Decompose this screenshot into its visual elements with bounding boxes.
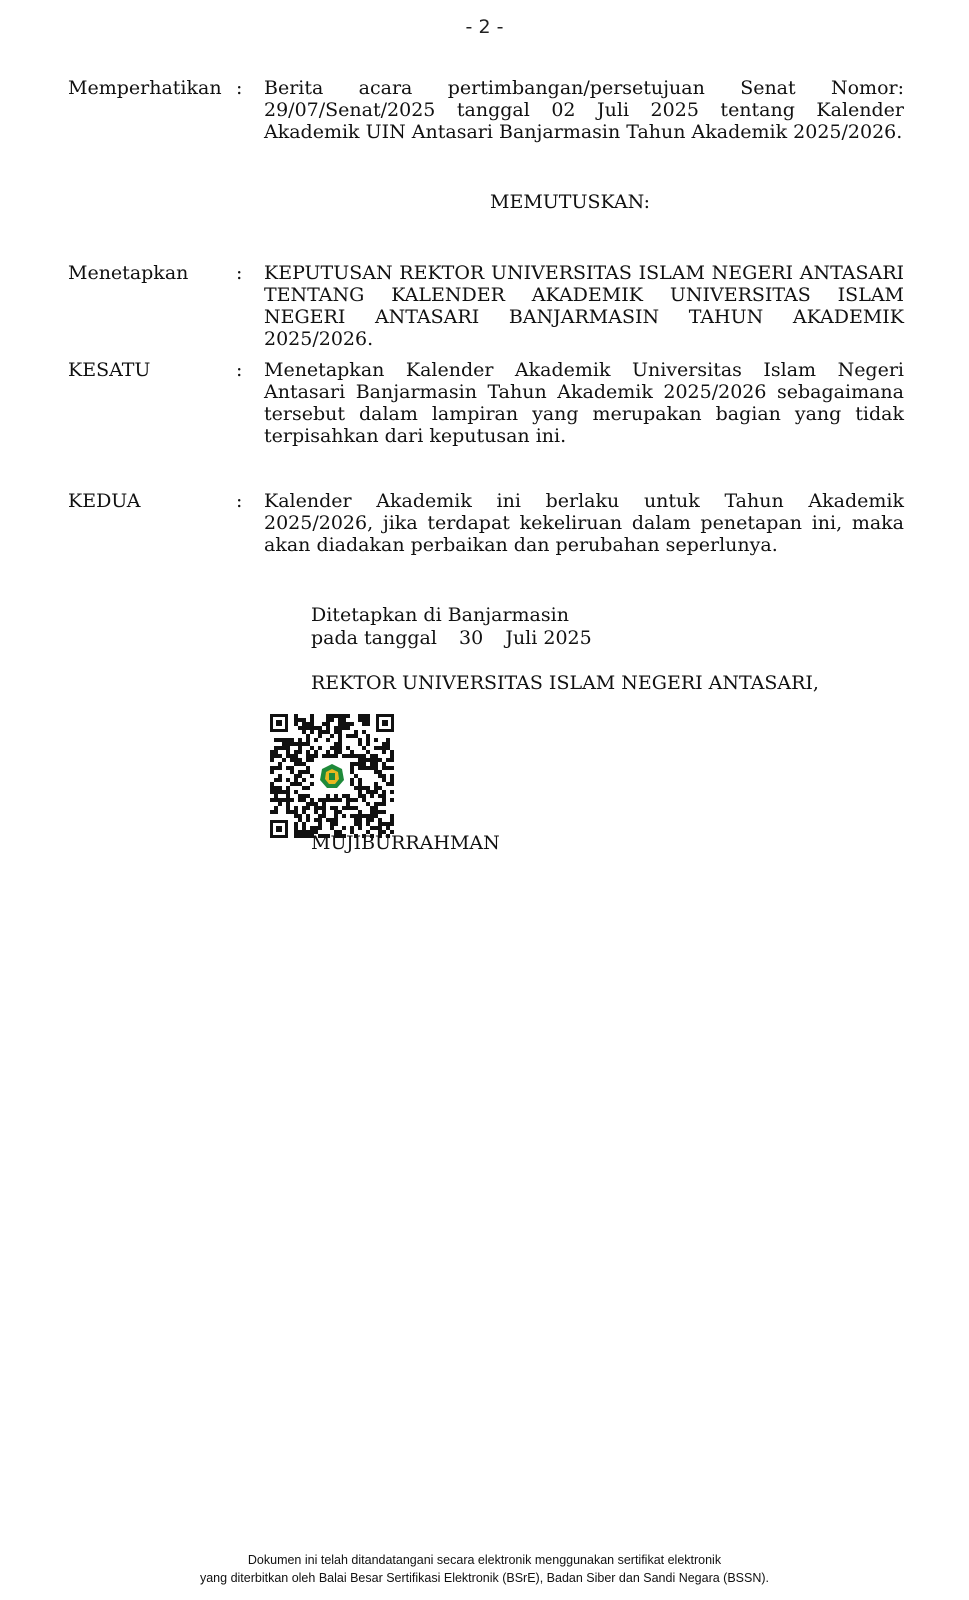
clause-label: Menetapkan [68,262,189,284]
signer-name: MUJIBURRAHMAN [311,832,500,854]
clause-text: KEPUTUSAN REKTOR UNIVERSITAS ISLAM NEGERI ANTASARI TENTANG KALENDER AKADEMIK UNIVERSITAS ISLAM NEGERI ANTASARI BANJARMASIN TAHUN AKADEMIK 2025/2026. [264,262,904,350]
electronic-signature-notice [0,1551,969,1587]
clause-label: Memperhatikan [68,77,222,99]
page-number: - 2 - [465,16,504,38]
signature-date-day: 30 [459,627,484,649]
clause-text: Berita acara pertimbangan/persetujuan Senat Nomor: 29/07/Senat/2025 tanggal 02 Juli 2025 tentang Kalender Akademik UIN Antasari Banjarmasin Tahun Akademik 2025/2026. [264,77,904,143]
clause-text: Kalender Akademik ini berlaku untuk Tahun Akademik 2025/2026, jika terdapat kekeliruan dalam penetapan ini, maka akan diadakan perbaikan dan perubahan seperlunya. [264,490,904,556]
signature-title: REKTOR UNIVERSITAS ISLAM NEGERI ANTASARI, [311,672,819,694]
signature-place: Ditetapkan di Banjarmasin [311,604,569,626]
signature-date-prefix: pada tanggal [311,627,437,649]
clause-colon: : [236,359,243,381]
qr-code-signature [270,714,394,838]
clause-colon: : [236,262,243,284]
qr-code-icon [270,714,394,838]
decision-heading: MEMUTUSKAN: [490,191,650,213]
signature-date-month-year: Juli 2025 [505,627,592,649]
signature-date [311,627,592,650]
clause-label: KEDUA [68,490,141,512]
footer-line-1: Dokumen ini telah ditandatangani secara elektronik menggunakan sertifikat elektronik [247,1553,722,1567]
footer-line-2: yang diterbitkan oleh Balai Besar Sertifikasi Elektronik (BSrE), Badan Siber dan Sandi Negara (BSSN). [199,1571,770,1585]
clause-label: KESATU [68,359,151,381]
signature-place-date [311,604,592,650]
clause-text: Menetapkan Kalender Akademik Universitas Islam Negeri Antasari Banjarmasin Tahun Akademik 2025/2026 sebagaimana tersebut dalam lampiran yang merupakan bagian yang tidak terpisahkan dari keputusan ini. [264,359,904,447]
clause-colon: : [236,77,243,99]
clause-colon: : [236,490,243,512]
